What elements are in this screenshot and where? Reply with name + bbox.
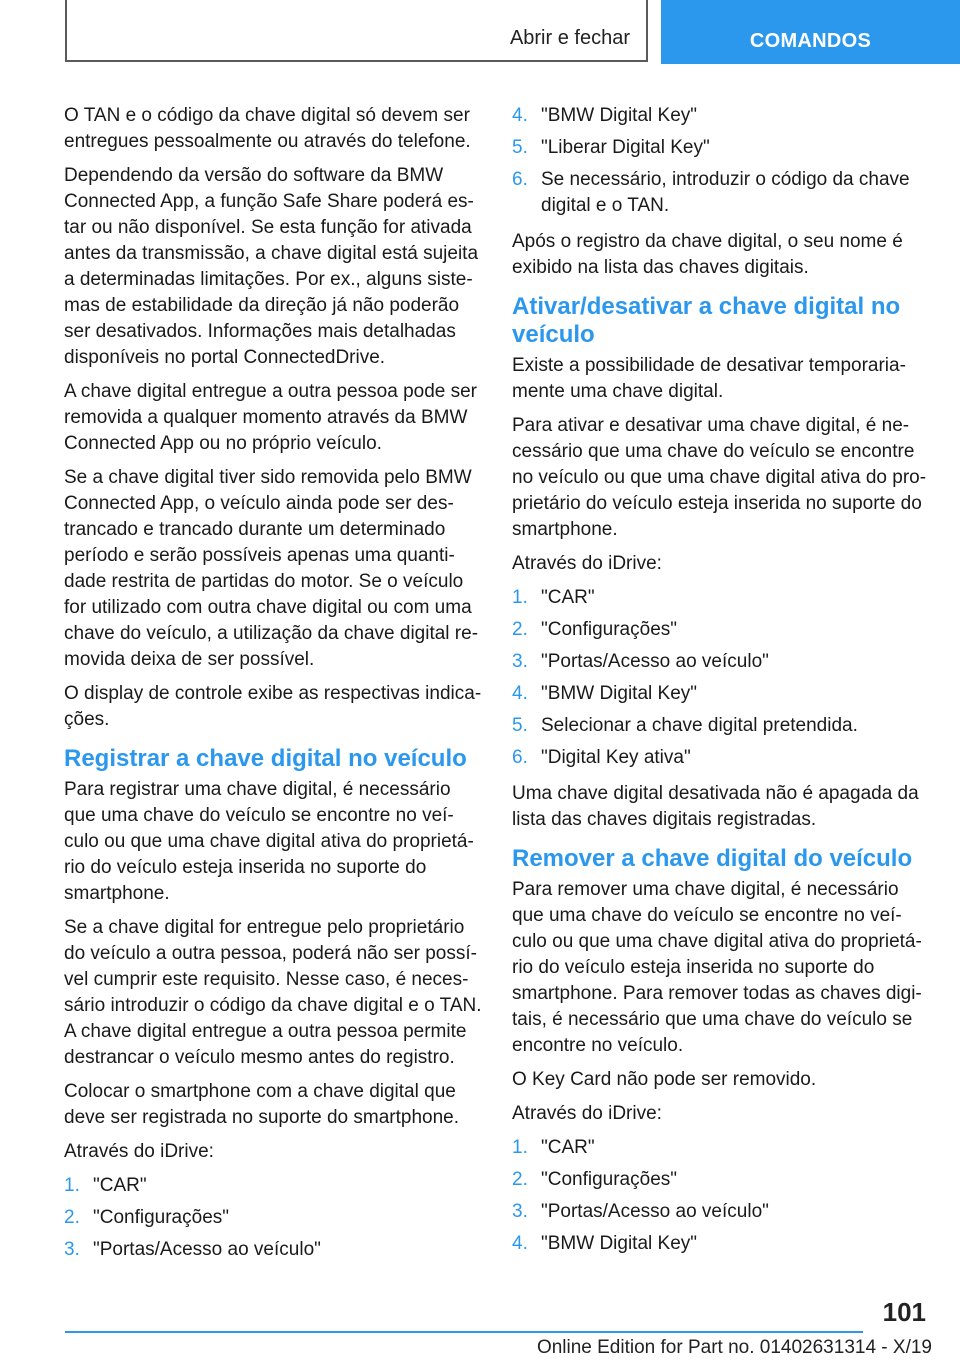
- step-list-activate: [512, 585, 930, 771]
- paragraph: Se a chave digital for entregue pelo proprietário do veículo a outra pessoa, poderá não ser possí- vel cumprir este requisito. Nesse caso, é neces- sário introduzir o código da chave digital e o TAN. A chave digital entregue a outra pessoa permite destrancar o veículo mesmo antes do registro.: [64, 917, 482, 1068]
- header-chapter-tab: [661, 0, 960, 64]
- left-column: [64, 103, 484, 1273]
- step-number: 1.: [64, 1175, 80, 1196]
- paragraph: Para ativar e desativar uma chave digital, é ne- cessário que uma chave do veículo se encontre no veículo ou que uma chave digital ativa do pro- prietário do veículo esteja inserida no suporte do smartphone.: [512, 415, 927, 540]
- paragraph: Após o registro da chave digital, o seu nome é exibido na lista das chaves digitais.: [512, 231, 903, 278]
- paragraph: Para remover uma chave digital, é necessário que uma chave do veículo se encontre no veí- culo ou que uma chave digital ativa do proprietá- rio do veículo esteja inserida no suporte do smartphone. Para remover todas as chaves digi- tais, é necessário que uma chave do veículo se encontre no veículo.: [512, 879, 922, 1056]
- page-number: 101: [882, 1297, 926, 1327]
- list-item: [512, 1199, 930, 1225]
- step-number: 2.: [512, 1169, 528, 1190]
- section-heading-remove: Remover a chave digital do veículo: [512, 845, 913, 872]
- list-item: [64, 1237, 484, 1263]
- header-chapter-title: COMANDOS: [749, 30, 872, 52]
- paragraph: Através do iDrive:: [512, 553, 662, 574]
- list-item: [512, 103, 930, 129]
- step-text: "Portas/Acesso ao veículo": [541, 1201, 769, 1222]
- step-number: 3.: [512, 1201, 528, 1222]
- footer-edition: Online Edition for Part no. 01402631314 - X/19: [536, 1337, 932, 1358]
- step-text: "BMW Digital Key": [541, 1233, 698, 1254]
- paragraph: A chave digital entregue a outra pessoa pode ser removida a qualquer momento através da BMW Connected App ou no próprio veículo.: [64, 381, 478, 454]
- step-number: 5.: [512, 137, 528, 158]
- list-item: [512, 135, 930, 161]
- step-number: 4.: [512, 105, 528, 126]
- header-section-box: [65, 0, 648, 62]
- step-list-remove: [512, 1135, 930, 1257]
- paragraph: Dependendo da versão do software da BMW Connected App, a função Safe Share poderá es- tar ou não disponível. Se esta função for ativada antes da transmissão, a chave digital está sujeita a determinadas limitações. Por ex., alguns siste- mas de estabilidade da direção já não poderão ser desativados. Informações mais detalhadas disponíveis no portal ConnectedDrive.: [64, 165, 479, 368]
- header-section-title: Abrir e fechar: [509, 27, 630, 49]
- step-number: 2.: [512, 619, 528, 640]
- step-text: "Configurações": [541, 619, 678, 640]
- list-item: [512, 1231, 930, 1257]
- step-text: "CAR": [93, 1175, 147, 1196]
- paragraph: O TAN e o código da chave digital só devem ser entregues pessoalmente ou através do telefone.: [64, 105, 471, 152]
- section-heading-activate: Ativar/desativar a chave digital no veículo: [512, 293, 901, 348]
- step-text: "Portas/Acesso ao veículo": [93, 1239, 321, 1260]
- paragraph: Através do iDrive:: [64, 1141, 214, 1162]
- paragraph: Uma chave digital desativada não é apagada da lista das chaves digitais registradas.: [512, 783, 919, 830]
- paragraph: O display de controle exibe as respectivas indica- ções.: [64, 683, 482, 730]
- list-item: [512, 649, 930, 675]
- step-number: 4.: [512, 683, 528, 704]
- list-item: [512, 745, 930, 771]
- step-text: "Portas/Acesso ao veículo": [541, 651, 769, 672]
- step-text: "Liberar Digital Key": [541, 137, 710, 158]
- footer-divider: [65, 1331, 863, 1333]
- list-item: [64, 1173, 484, 1199]
- step-number: 3.: [512, 651, 528, 672]
- right-column: [512, 103, 930, 1267]
- list-item: [512, 713, 930, 739]
- list-item: [512, 617, 930, 643]
- step-text: "CAR": [541, 587, 595, 608]
- step-text: "BMW Digital Key": [541, 683, 698, 704]
- paragraph: Colocar o smartphone com a chave digital que deve ser registrada no suporte do smartphone.: [64, 1081, 460, 1128]
- step-text: Selecionar a chave digital pretendida.: [541, 715, 858, 736]
- step-text: "Configurações": [93, 1207, 230, 1228]
- step-text: Se necessário, introduzir o código da chave digital e o TAN.: [541, 169, 910, 216]
- step-text: "Digital Key ativa": [541, 747, 691, 768]
- step-list-register-continued: [512, 103, 930, 219]
- step-number: 6.: [512, 747, 528, 768]
- section-heading-register: Registrar a chave digital no veículo: [64, 745, 467, 772]
- step-number: 6.: [512, 169, 528, 190]
- list-item: [512, 681, 930, 707]
- step-number: 1.: [512, 1137, 528, 1158]
- step-text: "BMW Digital Key": [541, 105, 698, 126]
- list-item: [512, 585, 930, 611]
- step-text: "Configurações": [541, 1169, 678, 1190]
- paragraph: Para registrar uma chave digital, é necessário que uma chave do veículo se encontre no veí- culo ou que uma chave digital ativa do proprietá- rio do veículo esteja inserida no suporte do smartphone.: [64, 779, 474, 904]
- paragraph: Se a chave digital tiver sido removida pelo BMW Connected App, o veículo ainda pode ser des- trancado e trancado durante um determinado período e serão possíveis apenas uma quanti- dade restrita de partidas do motor. Se o veículo for utilizado com outra chave digital ou com uma chave do veículo, a utilização da chave digital re- movida deixa de ser possível.: [64, 467, 479, 670]
- step-number: 5.: [512, 715, 528, 736]
- list-item: [512, 1167, 930, 1193]
- step-number: 2.: [64, 1207, 80, 1228]
- step-number: 4.: [512, 1233, 528, 1254]
- step-number: 1.: [512, 587, 528, 608]
- list-item: [512, 167, 930, 219]
- list-item: [512, 1135, 930, 1161]
- paragraph: Através do iDrive:: [512, 1103, 662, 1124]
- paragraph: Existe a possibilidade de desativar temporaria- mente uma chave digital.: [512, 355, 906, 402]
- step-list-register: [64, 1173, 484, 1263]
- step-text: "CAR": [541, 1137, 595, 1158]
- step-number: 3.: [64, 1239, 80, 1260]
- paragraph: O Key Card não pode ser removido.: [512, 1069, 817, 1090]
- list-item: [64, 1205, 484, 1231]
